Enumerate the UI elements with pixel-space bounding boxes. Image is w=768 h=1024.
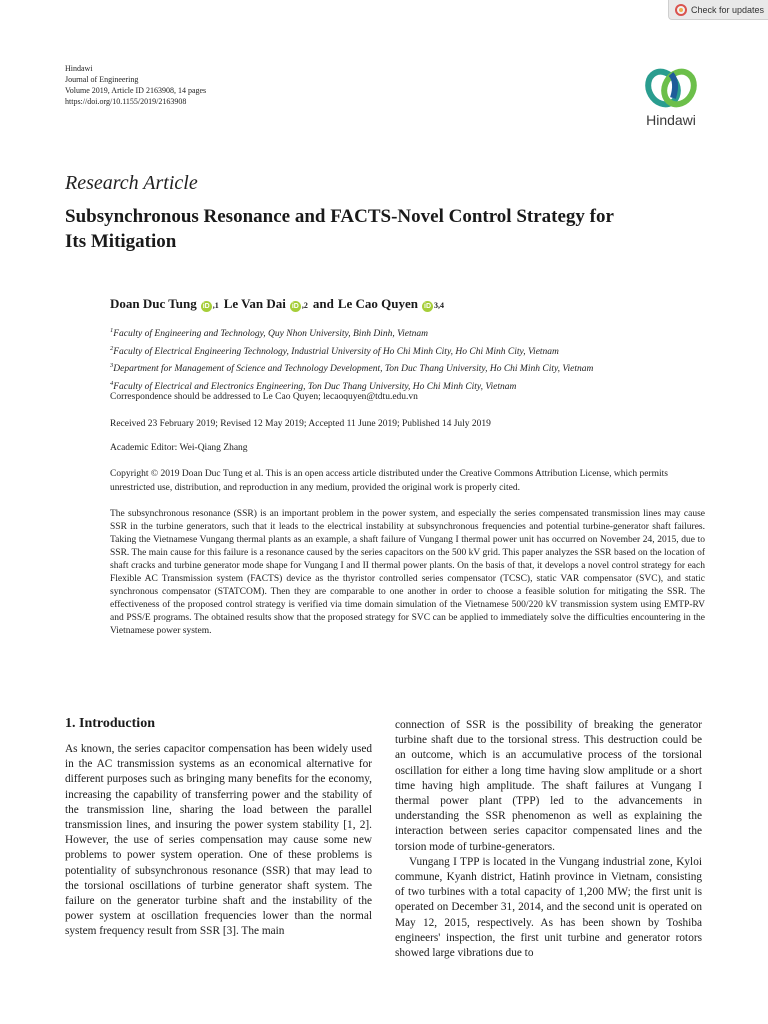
correspondence-line: Correspondence should be addressed to Le Cao Quyen; lecaoquyen@tdtu.edu.vn [110,392,418,402]
author-affiliation-marker: ,1 [212,301,219,310]
author-name[interactable]: Le Van Dai [223,296,286,311]
copyright-notice: Copyright © 2019 Doan Duc Tung et al. This is an open access article distributed under the Creative Commons Attribution License, which permits unrestricted use, distribution, and reproduction in any medium, provided the original work is properly cited. [110,469,668,493]
author-connector: and [312,296,334,311]
affiliation-list [110,324,593,395]
author-list [110,296,444,312]
author-name[interactable]: Doan Duc Tung [110,296,197,311]
abstract: The subsynchronous resonance (SSR) is an important problem in the power system, and especially the series compensated transmission lines may cause SSR in the turbine generators, such that it leads to the electrical instability at subsynchronous frequencies and potential turbine-generator shaft failures. Taking the Vietnamese Vungang thermal plants as an example, a shaft failure of Vungang I thermal power unit has occurred on November 24, 2015, due to SSR. The main cause for this failure is a resonance caused by the series capacitors on the 500 kV grid. This paper analyzes the SSR based on the location of shaft cracks and turbine generator mode shape for Vungang I and II thermal power plants. On the basis of that, it develops a novel control strategy for each Flexible AC Transmission system (FACTS) device as the thyristor controlled series compensator (TCSC), static VAR compensator (SVC), and static synchronous compensator (STATCOM). Then they are comparable to one another in order to choose a feasible solution for mitigating the SSR. The effectiveness of the proposed control strategy is verified via time domain simulation of the Vietnamese 500/220 kV transmission system using EMTP-RV and PSS/E programs. The obtained results show that the proposed strategy for SVC can be applied to immediately solve the difficulties encountering in the Vietnamese power system. [110,509,705,636]
affiliation-number: 2 [110,344,114,352]
affiliation-text: Faculty of Electrical Engineering Technology, Industrial University of Ho Chi Minh City, Ho Chi Minh City, Vietnam [113,346,559,357]
body-paragraph: Vungang I TPP is located in the Vungang industrial zone, Kyloi commune, Kyanh district, Hatinh province in Vietnam, consisting of two turbines with a total capacity of 1,200 MW; the first unit is operated on December 31, 2014, and the second unit is operated on May 12, 2015, respectively. As has been shown by Toshiba engineers' inspection, the first unit turbine and generator rotors showed large vibrations due to [395,855,702,960]
publication-dates: Received 23 February 2019; Revised 12 May 2019; Accepted 11 June 2019; Published 14 July 2019 [110,419,491,429]
journal-name: Journal of Engineering [65,75,139,84]
orcid-icon[interactable]: iD [202,303,210,310]
hindawi-logo-text: Hindawi [646,112,696,128]
orcid-icon[interactable]: iD [424,303,431,310]
volume-line: Volume 2019, Article ID 2163908, 14 pages [65,86,207,95]
affiliation-number: 4 [110,379,114,387]
affiliation-item [110,342,593,360]
article-type: Research Article [65,172,198,194]
affiliation-item [110,359,593,377]
check-for-updates-button[interactable] [668,0,768,20]
journal-meta [65,63,206,107]
body-column-right [395,718,702,961]
orcid-icon[interactable]: iD [291,303,299,310]
body-paragraph: As known, the series capacitor compensation has been widely used in the AC transmission systems as an economical alternative for different purposes such as bringing many benefits for the economy, increasing the capability of transferring power and the stability of the transmission line, sharing the load between the parallel transmission lines, and insuring the power system stability [1, 2]. However, the use of series compensation may cause some new problems to power system operation. One of these problems is potentiality of subsynchronous resonance (SSR) that may lead to the torsional oscillations of turbine generator shaft system. The failure on the generator turbine shaft and the instability of the power system at oscillation frequencies lower than the normal system frequency result from SSR [3]. The main [65,743,372,938]
section-heading: 1. Introduction [65,716,155,731]
check-for-updates-label: Check for updates [691,4,765,15]
affiliation-number: 1 [110,327,114,334]
body-column-left [65,716,372,940]
crossmark-icon [675,4,687,16]
author-name[interactable]: Le Cao Quyen [337,296,418,311]
paper-title: Subsynchronous Resonance and FACTS-Novel Control Strategy for Its Mitigation [65,206,614,252]
author-affiliation-marker: 3,4 [434,301,444,310]
author-affiliation-marker: ,2 [301,301,308,310]
affiliation-text: Faculty of Engineering and Technology, Quy Nhon University, Binh Dinh, Vietnam [113,329,429,340]
affiliation-number: 3 [110,362,114,370]
affiliation-text: Faculty of Electrical and Electronics Engineering, Ton Duc Thang University, Ho Chi Minh City, Vietnam [113,382,517,393]
affiliation-item [110,324,593,342]
doi-link[interactable]: https://doi.org/10.1155/2019/2163908 [65,97,187,106]
publisher-name: Hindawi [65,64,93,73]
academic-editor: Academic Editor: Wei-Qiang Zhang [110,443,248,453]
affiliation-text: Department for Management of Science and Technology Development, Ton Duc Thang University, Ho Chi Minh City, Vietnam [113,364,594,375]
body-paragraph: connection of SSR is the possibility of breaking the generator turbine shaft due to the torsional stress. This destruction could be an outcome, which is an accumulative process of the torsional oscillation for either a long time having slow amplitude or a short time having high amplitude. The shaft failures at Vungang I thermal power plant (TPP) led to the advancements in understanding the SSR phenomenon as well as explaining the interaction between series capacitor compensated lines and the torsion mode of turbine-generators. [395,719,702,853]
